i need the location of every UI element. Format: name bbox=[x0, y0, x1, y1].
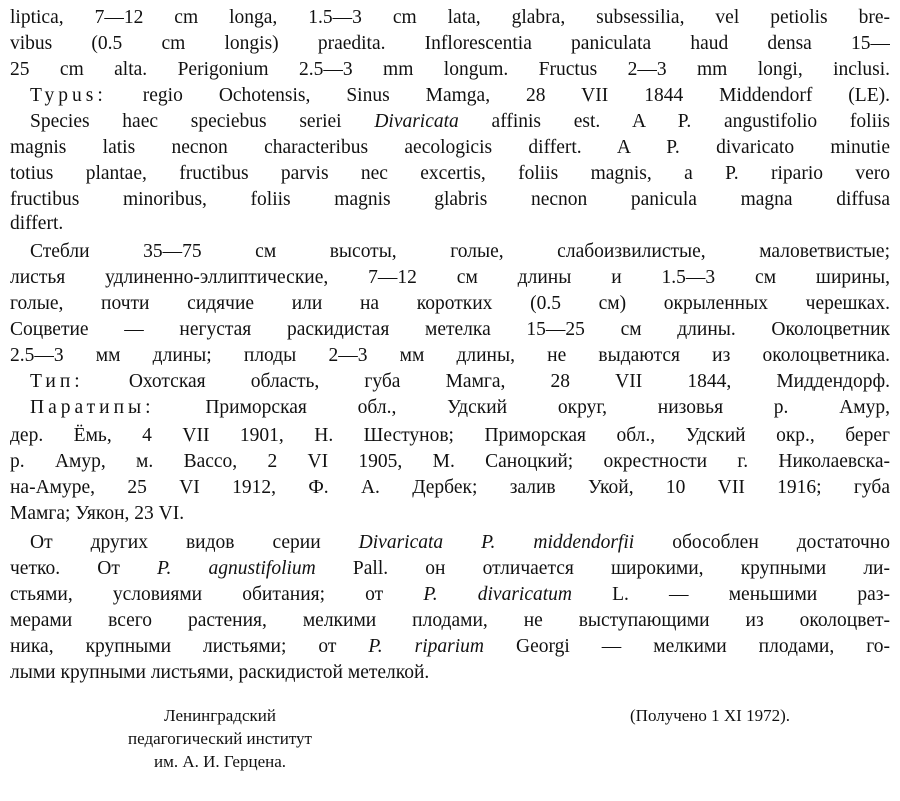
italic-taxon-name: P. agnustifolium bbox=[157, 558, 316, 579]
text-segment: magnis latis necnon characteribus aecologicis differt. A P. divaricato minutie bbox=[10, 137, 890, 158]
text-line bbox=[10, 449, 890, 475]
text-line bbox=[30, 239, 890, 265]
text-segment: fructibus minoribus, foliis magnis glabris necnon panicula magna diffusa bbox=[10, 189, 890, 210]
italic-taxon-name: Divaricata P. middendorfii bbox=[358, 532, 635, 553]
italic-taxon-name: P. riparium bbox=[368, 636, 485, 657]
text-line bbox=[10, 475, 890, 501]
text-line bbox=[10, 634, 890, 660]
text-segment: Приморская обл., Удский округ, низовья р. Амур, bbox=[154, 397, 890, 418]
text-line bbox=[10, 556, 890, 582]
text-line bbox=[10, 5, 890, 31]
text-line bbox=[10, 265, 890, 291]
text-segment: liptica, 7—12 cm longa, 1.5—3 cm lata, glabra, subsessilia, vel petiolis bre- bbox=[10, 7, 890, 28]
received-date: (Получено 1 XI 1972). bbox=[630, 706, 790, 725]
text-segment: четко. От bbox=[10, 558, 158, 579]
text-segment: 25 cm alta. Perigonium 2.5—3 mm longum. Fructus 2—3 mm longi, inclusi. bbox=[10, 59, 890, 80]
text-line bbox=[10, 660, 890, 686]
text-segment: totius plantae, fructibus parvis nec excertis, foliis magnis, a P. ripario vero bbox=[10, 163, 890, 184]
text-segment: Pall. он отличается широкими, крупными ли- bbox=[315, 558, 890, 579]
text-line bbox=[10, 343, 890, 369]
text-segment: р. Амур, м. Вассо, 2 VI 1905, М. Саноцкий; окрестности г. Николаевска- bbox=[10, 451, 890, 472]
text-line bbox=[30, 83, 890, 109]
text-segment: Species haec speciebus seriei bbox=[30, 111, 375, 132]
text-line bbox=[10, 31, 890, 57]
text-line bbox=[10, 317, 890, 343]
text-segment: лыми крупными листьями, раскидистой метелкой. bbox=[10, 662, 430, 683]
spaced-heading: Паратипы: bbox=[30, 397, 155, 418]
text-segment: affinis est. A P. angustifolio foliis bbox=[458, 111, 890, 132]
text-segment: голые, почти сидячие или на коротких (0.5 см) окрыленных черешках. bbox=[10, 293, 890, 314]
text-line bbox=[30, 109, 890, 135]
spaced-heading: Typus: bbox=[30, 85, 107, 106]
text-segment: обособлен достаточно bbox=[634, 532, 890, 553]
text-segment: на-Амуре, 25 VI 1912, Ф. А. Дербек; залив Укой, 10 VII 1916; губа bbox=[10, 477, 890, 498]
text-line bbox=[10, 187, 890, 213]
text-segment: vibus (0.5 cm longis) praedita. Inflorescentia paniculata haud densa 15— bbox=[10, 33, 890, 54]
text-segment: листья удлиненно-эллиптические, 7—12 см длины и 1.5—3 см ширины, bbox=[10, 267, 890, 288]
text-line bbox=[10, 608, 890, 634]
spaced-heading: Тип: bbox=[30, 371, 84, 392]
text-segment: мерами всего растения, мелкими плодами, не выступающими из околоцвет- bbox=[10, 610, 890, 631]
text-line bbox=[10, 135, 890, 161]
text-segment: ника, крупными листьями; от bbox=[10, 636, 369, 657]
text-segment: differt. bbox=[10, 213, 64, 234]
text-line bbox=[30, 395, 890, 421]
text-segment: Охотская область, губа Мамга, 28 VII 1844, Миддендорф. bbox=[83, 371, 890, 392]
affiliation-line: им. А. И. Герцена. bbox=[153, 752, 287, 771]
text-line bbox=[10, 423, 890, 449]
text-segment: Соцветие — негустая раскидистая метелка 15—25 см длины. Околоцветник bbox=[10, 319, 890, 340]
text-line bbox=[10, 161, 890, 187]
text-segment: regio Ochotensis, Sinus Mamga, 28 VII 1844 Middendorf (LE). bbox=[106, 85, 890, 106]
text-line bbox=[10, 291, 890, 317]
text-segment: Мамга; Уякон, 23 VI. bbox=[10, 503, 185, 524]
text-segment: Стебли 35—75 см высоты, голые, слабоизвилистые, маловетвистые; bbox=[30, 241, 890, 262]
text-line bbox=[10, 582, 890, 608]
text-segment: От других видов серии bbox=[30, 532, 359, 553]
text-line bbox=[30, 369, 890, 395]
text-segment: стьями, условиями обитания; от bbox=[10, 584, 424, 605]
text-segment: 2.5—3 мм длины; плоды 2—3 мм длины, не выдаются из околоцветника. bbox=[10, 345, 890, 366]
author-affiliation bbox=[110, 704, 330, 773]
italic-taxon-name: Divaricata bbox=[374, 111, 459, 132]
text-line bbox=[10, 501, 890, 527]
text-line bbox=[30, 530, 890, 556]
text-segment: дер. Ёмь, 4 VII 1901, Н. Шестунов; Приморская обл., Удский окр., берег bbox=[10, 425, 890, 446]
text-line bbox=[10, 211, 890, 237]
affiliation-line: педагогический институт bbox=[128, 729, 312, 748]
text-segment: Georgi — мелкими плодами, го- bbox=[484, 636, 890, 657]
italic-taxon-name: P. divaricatum bbox=[423, 584, 572, 605]
text-line bbox=[10, 57, 890, 83]
affiliation-line: Ленинградский bbox=[164, 706, 276, 725]
text-segment: L. — меньшими раз- bbox=[571, 584, 890, 605]
